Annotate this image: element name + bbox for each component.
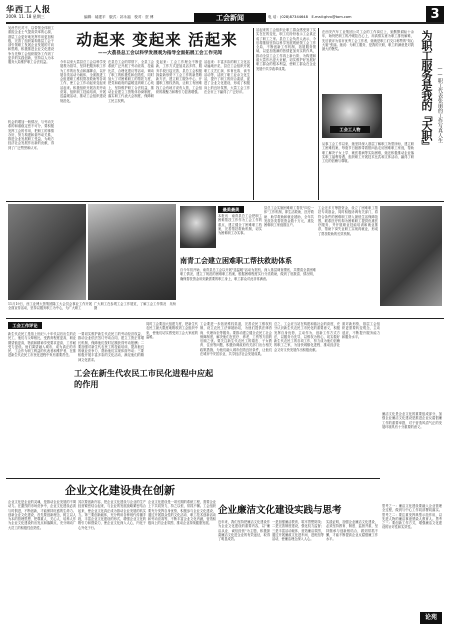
mid-rule	[6, 318, 444, 319]
right-feature-body: 从事工会工作以来，她坚持深入基层了解职工所思所盼，建立职工困难档案，每逢节日她都带着慰问品走访困难职工家庭，帮助职工解决子女上学、就医看病等实际困难，她还积极推动企业落实职工福利待遇，组织职工开展技术比武和文体活动，赢得了职工们的信赖与尊敬。	[322, 142, 414, 164]
issue-date: 2009. 11. 18 星期三	[6, 14, 45, 19]
lead-body-col-4: 活起来：丰富多彩的职工文化活动遍地开花，县总工会组织开展职工文艺汇演、体育比赛、读书活动等，活跃了职工业余文化生活，提升了职工的综合素质，促进了企业文化建设，形成了积极向上的良好氛围，大荔工会工作在全市上下赢得了广泛好评。	[204, 60, 250, 95]
lead-body-col-5: 活起来的工会组织让职工群众感受到了实实在在的变化，职工们纷纷表示工会真正成了职工之家。县总工会负责人表示，今后将继续坚持以科学发展观统领工会工作全局，不断创新工作机制，拓展服务领域，以更加饱满的热情更加务实的作风，推动全县工会工作再上新台阶，为构建和谐大荔作出更大贡献，切实维护好发展好职工群众的根本利益，使职工群众在企业发展中共享改革成果。	[256, 28, 316, 71]
right-feature-divider	[318, 28, 319, 200]
editor-line: 编辑：郝建平 版式：祁永福 校对：贺 博	[84, 15, 154, 19]
commentary-headline: 工会在新生代农民工市民化进程中应起的作用	[74, 368, 214, 389]
exhibition-photo	[88, 204, 176, 300]
forum-tag: 论苑	[420, 612, 442, 624]
kitchen-photo	[380, 206, 442, 306]
cases-headline: 南青工会建立困难职工帮扶救助体系	[180, 257, 292, 265]
contact-line: 电 话：(028)87344648 E-mail:ghrx@tom.com	[268, 15, 352, 19]
paper-logo: 华西工人报	[6, 4, 51, 14]
commentary-col-2: 一要切实维护新生代农民工的劳动经济权益，推动企业依法签订劳动合同，建立工资正常增长机制，保障他们按时足额获得劳动报酬；二要加强对新生代农民工的技能培训，提高他们的就业竞争力，帮助他们实现体面劳动；三要积极开展丰富多彩的文化活动，满足他们的精神文化需求。	[78, 332, 144, 362]
photo2-caption: 广大职工在参观工会工作展览，了解工会工作情况 吴杨 摄	[94, 302, 176, 311]
cases-col-2: 县总工会实施困难职工帮扶"四位一体"工作机制，即生活救助、医疗救助、助学救助和就业援助，全年共发放各类帮扶资金数十万元，惠及困难职工家庭数百户。	[264, 206, 314, 228]
commentary-col-4: 工会要进一步拓宽维权渠道，完善农民工维权机制，设立农民工法律援助站，为他们提供法律咨询、代理诉讼等服务。要推动建立健全农民工社会保障制度，解决他们在医疗、养老、工伤等方面的后顾之忧。要关注新生代农民工的婚恋、子女教育、住房等问题，积极协调政府有关部门出台相关政策措施，为他们融入城市创造良好条件，让他们在城市中安居乐业，共享经济社会发展成果。	[200, 322, 272, 357]
masthead	[6, 4, 444, 22]
lead-headline: 动起来 变起来 活起来	[76, 31, 238, 49]
feature-title: 为职工服务是我的『天职』	[420, 30, 433, 150]
bottom-right-col-4: 思考之一：廉洁文化建设要融入企业管理全过程，做到与中心工作同部署同落实。思考之二：要注重发挥典型示范作用，以先进人物的廉洁事迹感染人教育人。思考之三：要创新工作方式，增强廉洁文化建设的针对性和实效性。	[382, 504, 442, 530]
bottom-right-col-1: 近年来，我们坚持把廉洁文化建设作为企业文化建设的重要内容，以"廉洁从业、诚信经营"为主题，积极探索廉洁文化进企业的有效途径，取得了明显成效。	[218, 520, 270, 542]
bottom-left-col-1: 企业文化是企业的灵魂，是推动企业发展的不竭动力。在激烈的市场竞争中，企业文化建设必须与时俱进，不断创新，才能保持旺盛的生命力。创新企业文化建设，首先要创新理念，树立以人为本的管理思想，把尊重人、关心人、培养人作为企业文化建设的出发点和落脚点，充分调动广大员工的积极性创造性。	[8, 500, 76, 530]
right-bottom-col: 廉洁文化是企业文化的重要组成部分，加强企业廉洁文化建设是推进企业反腐倡廉工作的重要举措，对于营造风清气正的发展环境具有十分重要的意义。	[382, 412, 442, 429]
lead-body-col-1: 今年以来大荔县总工会以科学发展观为指导，坚持把服务职工作为工作的出发点和落脚点，以开展各类活动为载体，全面推进工会组建职工维权帮扶救助等各项工作，使工会工作动起来变起来活起来。积极组织开展各类劳动竞赛，组织职工技能培训，开展送温暖活动，推动工会组织建设规范化。	[60, 60, 106, 103]
cases-photo	[180, 206, 216, 248]
photo-row-rule	[6, 201, 444, 202]
bottom-left-headline: 企业文化建设贵在创新	[65, 484, 175, 497]
meeting-photo	[8, 204, 86, 300]
feature-subtitle: ——职工代表张丽的工作写真人生	[437, 66, 443, 143]
cases-tag: 最美最美	[218, 206, 244, 213]
left-column-text: 吴丝竹长对不，以带领全体职工重振企业士气提高效率的心源，基层工会更好地发挥作用更加积极，完善了组织架构基层工会干部引领职工发展企业发展的方向和思路，积极推进企业文化建设争当先锋工会组织服务工作到了更多的实践创新，坚持以人为本服务大局维护职工合法权益。	[8, 26, 54, 65]
bottom-left-col-3: 企业文化建设是一项长期的系统工程，需要企业上下共同努力，持之以恒，常抓不懈。工会组织要充分发挥自身优势，积极参与企业文化建设，通过开展群众性的文化活动、职工技术创新活动和劳动竞赛等，不断丰富企业文化内涵，营造积极向上的企业氛围，推动企业持续健康发展。	[148, 500, 216, 526]
bottom-left-col-2: 其次要创新内容，把企业文化建设与企业的生产经营紧密结合起来，与企业的发展战略紧密结合起来，使企业文化真正成为推动企业发展的软实力。第三要创新载体，充分利用各种现代传播手段，丰富企业文化建设的形式，增强企业文化的吸引力和感染力，使企业文化深入人心，内化于心外化于行。	[78, 500, 146, 530]
bottom-right-col-3: 实践证明，加强企业廉洁文化建设，必须坚持教育、制度、监督并重，坚持继承与创新相结合，做到常抓不懈，才能不断提高企业反腐倡廉工作水平。	[326, 520, 378, 542]
page-number: 3	[426, 6, 444, 23]
lead-body-col-3: 变起来：工会工作理念不断更新，工作方式更加灵活多样，服务手段日趋完善，县总工会积极探索新形势下工会工作的新思路新方法，建立职工服务中心，开通职工维权热线，让职工有困难找工会有地方说有人管，工会组织的凝聚力和吸引力显著增强。	[156, 60, 202, 95]
commentary-col-1: 新生代农民工是指上世纪八十年代以后出生的农民工，他们与父辈相比，受教育程度更高，职业期望值更高，物质和精神享受要求更高，工作耐受力更低。他们渴望融入城市，成为真正的市民，工会作为职工利益的代表者和维护者，在推进新生代农民工市民化进程中负有重要责任。	[8, 332, 76, 358]
cases-intro: 本报讯 南青县总工会把职工困难帮扶工作作为工会工作的重点，建立健全了困难职工档案，完善帮扶救助机制，切实为困难职工办实事。	[218, 214, 262, 236]
commentary-col-5: 总之，工会应当站在构建和谐社会的高度，充分认识新生代农民工市民化的重要意义，积极发挥自身优势，主动作为，创新工作方式方法，以服务为先导，以维权为核心，切实做好新生代农民工的各项工作，努力成为他们信赖的职工之家，为加快城镇化进程、推动经济社会又好又快发展作出积极贡献。	[274, 322, 340, 352]
bottom-right-headline: 企业廉洁文化建设实践与思考	[218, 505, 342, 516]
photo1-caption: 11月19日，西工业博大资集团隆工大会员会事业工作开展全面宣传活动，坚持以服务职工为中心，为广大职工	[8, 302, 92, 311]
bottom-rule	[6, 478, 380, 479]
right-short-col: 面对新形势，基层工会组织更需要转变观念，主动适应，不断提升服务能力和服务水平。	[342, 322, 380, 339]
lead-subhead: ——大荔县总工会以科学发展观为指导全面拓展工会工作见闻	[97, 51, 223, 56]
commentary-tag: 工会工作评论	[8, 322, 42, 329]
left-column-text-2: 机会的增加一般情况，与劳动关系的和谐稳定密不可分，要积极发挥工会的作用，把职工的事情办好，努力构建和谐劳动关系，推进企业发展职工受益，为地方经济社会发展作出新的贡献，得到了广泛赞誉和认可。	[8, 120, 54, 150]
column-divider	[253, 28, 254, 200]
lead-body-col-2: 在县总工会的带领下，全县工会系统广泛开展了劳动竞赛、技能比武、合理化建议等活动，调动了职工的积极性和创造性，同时加大了对困难职工的帮扶力度，把党和政府的温暖送到职工心坎上，坚持维护职工合法权益，推动企业建立工资集体协商制度，落实职工代表大会制度，保障职工民主权利。	[108, 60, 154, 103]
right-feature-intro: 在西安汽车工业集团公司工会的工作岗位上，她默默耕耘十余年，始终把职工的冷暖挂在心上，用真情实意为职工排忧解难，先后被评为省市优秀工会工作者，她就是职工们交口称赞的"知心大姐"张丽。她说：为职工服务，是我的天职，职工的满意是对我最大的褒奖。	[322, 30, 414, 52]
masthead-rule	[6, 22, 444, 24]
commentary-col-3: 同时工会要加大组建力度，把新生代农民工最大限度地吸收到工会组织中来，使他们切实感受到工会大家庭的温暖。	[146, 322, 198, 339]
feature-tag: 工会工人物	[330, 126, 370, 133]
bottom-right-col-2: 一是加强廉洁教育，筑牢思想防线；二是完善制度建设，强化权力监督；三是丰富活动载体，营造廉洁氛围，通过开展廉政文化进车间、进班组等活动，使廉洁理念深入人心。	[272, 520, 324, 542]
section-title: 工会新闻	[216, 14, 244, 22]
cases-right-col: 工会还多方筹措资金，设立了困难职工帮扶专项基金，同时积极协调有关部门，将符合条件的困难职工纳入最低生活保障范围，联系医疗机构为困难职工提供优惠医疗服务，并开展职业技能培训和就业推荐，帮助下岗失业职工实现再就业，形成了帮扶救助的长效机制。	[318, 206, 378, 236]
cases-body: 自今年初开始，南青县总工会以开展"送温暖"活动为契机，深入基层调查摸底，共摸清全县困难职工情况，建立了规范的困难职工档案，根据困难程度实行分类救助，做到了底数清、情况明，确保帮扶资金用到最需要的职工身上，职工群众对此非常满意。	[180, 268, 316, 281]
